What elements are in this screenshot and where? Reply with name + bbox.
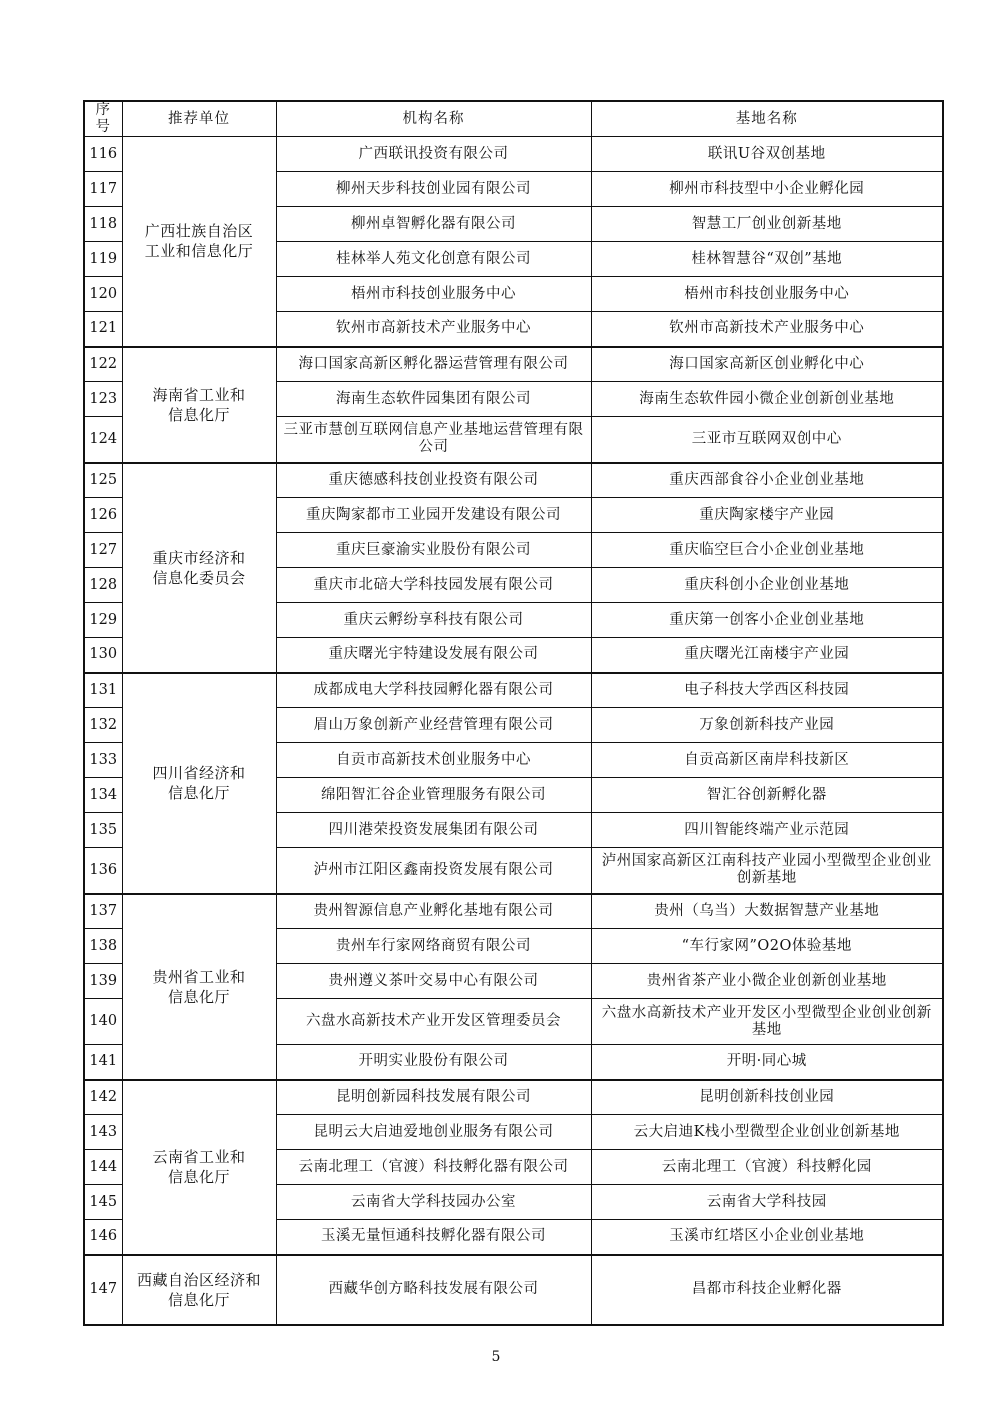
base-name-cell: 桂林智慧谷“双创”基地 xyxy=(591,242,943,277)
seq-cell: 142 xyxy=(84,1080,122,1115)
base-name-cell: 重庆陶家楼宇产业园 xyxy=(591,498,943,533)
seq-cell: 147 xyxy=(84,1255,122,1325)
org-name-cell: 眉山万象创新产业经营管理有限公司 xyxy=(276,708,591,743)
org-name-cell: 玉溪无量恒通科技孵化器有限公司 xyxy=(276,1220,591,1255)
base-name-cell: 重庆临空巨合小企业创业基地 xyxy=(591,533,943,568)
org-name-cell: 云南省大学科技园办公室 xyxy=(276,1185,591,1220)
base-name-cell: 海口国家高新区创业孵化中心 xyxy=(591,347,943,382)
seq-cell: 137 xyxy=(84,894,122,929)
org-name-cell: 开明实业股份有限公司 xyxy=(276,1045,591,1080)
seq-cell: 141 xyxy=(84,1045,122,1080)
base-name-cell: 万象创新科技产业园 xyxy=(591,708,943,743)
table-row xyxy=(84,673,943,708)
header-base: 基地名称 xyxy=(591,101,943,137)
org-name-cell: 重庆德感科技创业投资有限公司 xyxy=(276,463,591,498)
recommending-unit-cell: 西藏自治区经济和 信息化厅 xyxy=(122,1255,276,1325)
org-name-cell: 云南北理工（官渡）科技孵化器有限公司 xyxy=(276,1150,591,1185)
table-row xyxy=(84,137,943,172)
recommending-unit-cell: 广西壮族自治区 工业和信息化厅 xyxy=(122,137,276,347)
base-name-cell: 重庆西部食谷小企业创业基地 xyxy=(591,463,943,498)
header-org: 机构名称 xyxy=(276,101,591,137)
seq-cell: 145 xyxy=(84,1185,122,1220)
org-name-cell: 贵州遵义茶叶交易中心有限公司 xyxy=(276,964,591,999)
seq-cell: 117 xyxy=(84,172,122,207)
org-name-cell: 重庆巨豪渝实业股份有限公司 xyxy=(276,533,591,568)
seq-cell: 134 xyxy=(84,778,122,813)
seq-cell: 120 xyxy=(84,277,122,312)
seq-cell: 125 xyxy=(84,463,122,498)
base-name-cell: 四川智能终端产业示范园 xyxy=(591,813,943,848)
org-name-cell: 四川港荣投资发展集团有限公司 xyxy=(276,813,591,848)
base-name-cell: 昌都市科技企业孵化器 xyxy=(591,1255,943,1325)
table-row xyxy=(84,463,943,498)
org-name-cell: 昆明创新园科技发展有限公司 xyxy=(276,1080,591,1115)
base-name-cell: 重庆科创小企业创业基地 xyxy=(591,568,943,603)
base-name-cell: 昆明创新科技创业园 xyxy=(591,1080,943,1115)
org-name-cell: 贵州车行家网络商贸有限公司 xyxy=(276,929,591,964)
org-name-cell: 海口国家高新区孵化器运营管理有限公司 xyxy=(276,347,591,382)
org-name-cell: 柳州天步科技创业园有限公司 xyxy=(276,172,591,207)
org-name-cell: 贵州智源信息产业孵化基地有限公司 xyxy=(276,894,591,929)
base-name-cell: 贵州（乌当）大数据智慧产业基地 xyxy=(591,894,943,929)
base-name-cell: 三亚市互联网双创中心 xyxy=(591,417,943,463)
base-name-cell: 云南北理工（官渡）科技孵化园 xyxy=(591,1150,943,1185)
base-name-cell: 梧州市科技创业服务中心 xyxy=(591,277,943,312)
org-name-cell: 六盘水高新技术产业开发区管理委员会 xyxy=(276,999,591,1045)
seq-cell: 138 xyxy=(84,929,122,964)
seq-cell: 124 xyxy=(84,417,122,463)
org-name-cell: 绵阳智汇谷企业管理服务有限公司 xyxy=(276,778,591,813)
recommending-unit-cell: 海南省工业和 信息化厅 xyxy=(122,347,276,463)
seq-cell: 132 xyxy=(84,708,122,743)
base-name-cell: 智汇谷创新孵化器 xyxy=(591,778,943,813)
table-row xyxy=(84,347,943,382)
page-number: 5 xyxy=(491,1349,501,1365)
org-name-cell: 钦州市高新技术产业服务中心 xyxy=(276,312,591,347)
org-name-cell: 泸州市江阳区鑫南投资发展有限公司 xyxy=(276,848,591,894)
org-name-cell: 重庆曙光宇特建设发展有限公司 xyxy=(276,638,591,673)
org-name-cell: 桂林举人苑文化创意有限公司 xyxy=(276,242,591,277)
seq-cell: 129 xyxy=(84,603,122,638)
header-unit: 推荐单位 xyxy=(122,101,276,137)
seq-cell: 121 xyxy=(84,312,122,347)
base-name-cell: 云大启迪K栈小型微型企业创业创新基地 xyxy=(591,1115,943,1150)
base-name-cell: 贵州省茶产业小微企业创新创业基地 xyxy=(591,964,943,999)
recommending-unit-cell: 重庆市经济和 信息化委员会 xyxy=(122,463,276,673)
org-name-cell: 自贡市高新技术创业服务中心 xyxy=(276,743,591,778)
seq-cell: 127 xyxy=(84,533,122,568)
org-name-cell: 重庆陶家都市工业园开发建设有限公司 xyxy=(276,498,591,533)
seq-cell: 126 xyxy=(84,498,122,533)
recommending-unit-cell: 四川省经济和 信息化厅 xyxy=(122,673,276,894)
base-name-cell: 钦州市高新技术产业服务中心 xyxy=(591,312,943,347)
org-name-cell: 昆明云大启迪爱地创业服务有限公司 xyxy=(276,1115,591,1150)
seq-cell: 118 xyxy=(84,207,122,242)
base-name-cell: 重庆曙光江南楼宇产业园 xyxy=(591,638,943,673)
org-name-cell: 柳州卓智孵化器有限公司 xyxy=(276,207,591,242)
seq-cell: 146 xyxy=(84,1220,122,1255)
org-name-cell: 梧州市科技创业服务中心 xyxy=(276,277,591,312)
base-name-cell: 六盘水高新技术产业开发区小型微型企业创业创新基地 xyxy=(591,999,943,1045)
table-row xyxy=(84,894,943,929)
base-name-cell: 开明·同心城 xyxy=(591,1045,943,1080)
org-name-cell: 成都成电大学科技园孵化器有限公司 xyxy=(276,673,591,708)
base-name-cell: 智慧工厂创业创新基地 xyxy=(591,207,943,242)
header-row xyxy=(84,101,943,137)
seq-cell: 140 xyxy=(84,999,122,1045)
table-row xyxy=(84,1080,943,1115)
base-name-cell: 泸州国家高新区江南科技产业园小型微型企业创业创新基地 xyxy=(591,848,943,894)
table-body xyxy=(84,137,943,1325)
org-name-cell: 海南生态软件园集团有限公司 xyxy=(276,382,591,417)
org-name-cell: 重庆云孵纷享科技有限公司 xyxy=(276,603,591,638)
base-name-cell: 自贡高新区南岸科技新区 xyxy=(591,743,943,778)
seq-cell: 130 xyxy=(84,638,122,673)
seq-cell: 116 xyxy=(84,137,122,172)
base-name-cell: 柳州市科技型中小企业孵化园 xyxy=(591,172,943,207)
seq-cell: 128 xyxy=(84,568,122,603)
seq-cell: 133 xyxy=(84,743,122,778)
recommending-unit-cell: 云南省工业和 信息化厅 xyxy=(122,1080,276,1255)
base-name-cell: 海南生态软件园小微企业创新创业基地 xyxy=(591,382,943,417)
org-name-cell: 三亚市慧创互联网信息产业基地运营管理有限公司 xyxy=(276,417,591,463)
seq-cell: 123 xyxy=(84,382,122,417)
seq-cell: 144 xyxy=(84,1150,122,1185)
institution-table xyxy=(83,100,944,1326)
seq-cell: 136 xyxy=(84,848,122,894)
seq-cell: 131 xyxy=(84,673,122,708)
seq-cell: 119 xyxy=(84,242,122,277)
org-name-cell: 重庆市北碚大学科技园发展有限公司 xyxy=(276,568,591,603)
base-name-cell: “车行家网”O2O体验基地 xyxy=(591,929,943,964)
table-row xyxy=(84,1255,943,1325)
seq-cell: 135 xyxy=(84,813,122,848)
recommending-unit-cell: 贵州省工业和 信息化厅 xyxy=(122,894,276,1080)
base-name-cell: 云南省大学科技园 xyxy=(591,1185,943,1220)
base-name-cell: 玉溪市红塔区小企业创业基地 xyxy=(591,1220,943,1255)
header-seq: 序号 xyxy=(84,101,122,137)
org-name-cell: 西藏华创方略科技发展有限公司 xyxy=(276,1255,591,1325)
seq-cell: 122 xyxy=(84,347,122,382)
base-name-cell: 联讯U谷双创基地 xyxy=(591,137,943,172)
base-name-cell: 电子科技大学西区科技园 xyxy=(591,673,943,708)
seq-cell: 139 xyxy=(84,964,122,999)
org-name-cell: 广西联讯投资有限公司 xyxy=(276,137,591,172)
seq-cell: 143 xyxy=(84,1115,122,1150)
base-name-cell: 重庆第一创客小企业创业基地 xyxy=(591,603,943,638)
